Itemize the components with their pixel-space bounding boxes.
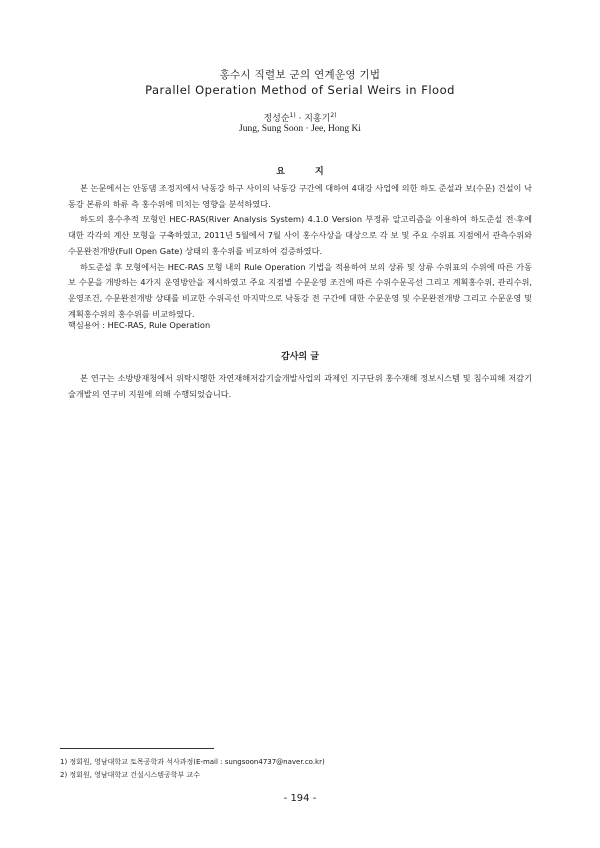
footnotes xyxy=(60,756,325,781)
author-1-name: 정성순 xyxy=(263,114,290,124)
acknowledgement-paragraph: 본 연구는 소방방재청에서 위탁시행한 자연재해저감기술개발사업의 과제인 지구단위 홍수재해 정보시스템 및 침수피해 저감기술개발의 연구비 지원에 의해 수행되었습니다. xyxy=(68,373,532,399)
author-1-footnote-mark: 1) xyxy=(289,112,296,119)
author-2-footnote-mark: 2) xyxy=(330,112,337,119)
footnote-2: 2) 정회원, 영남대학교 건설시스템공학부 교수 xyxy=(60,770,201,779)
abstract-body xyxy=(68,181,532,322)
page-number: - 194 - xyxy=(283,793,317,804)
author-2-name: 지홍기 xyxy=(304,114,331,124)
abstract-heading: 요지 xyxy=(276,167,354,177)
footnote-1: 1) 정회원, 영남대학교 토목공학과 석사과정(E-mail : sungsoon4737@naver.co.kr) xyxy=(60,758,325,766)
authors-korean xyxy=(0,111,600,124)
paper-title-english: Parallel Operation Method of Serial Weirs in Flood xyxy=(145,83,455,97)
abstract-paragraph: 본 논문에서는 안동댐 조정지에서 낙동강 하구 사이의 낙동강 구간에 대하여 4대강 사업에 의한 하도 준설과 보(수문) 건설이 낙동강 본류의 하류 측 홍수위에 미치는 영향을 분석하였다. xyxy=(68,183,532,209)
footnote-divider xyxy=(60,748,214,749)
abstract-paragraph: 하도의 홍수추적 모형인 HEC-RAS(River Analysis System) 4.1.0 Version 부정류 알고리즘을 이용하여 하도준설 전·후에 대한 각각의 계산 모형을 구축하였고, 2011년 5월에서 7월 사이 홍수사상을 대상으로 각 보 및 주요 수위표 지점에서 관측수위와 수문완전개방(Full Open Gate) 상태의 홍수위를 비교하여 검증하였다. xyxy=(68,214,532,256)
paper-title-korean: 홍수시 직렬보 군의 연계운영 기법 xyxy=(219,69,381,81)
acknowledgement-body xyxy=(68,371,532,402)
author-separator: · xyxy=(295,114,305,124)
acknowledgement-heading: 감사의 글 xyxy=(281,352,319,362)
authors-english: Jung, Sung Soon · Jee, Hong Ki xyxy=(239,124,361,134)
keywords: 핵심용어 : HEC-RAS, Rule Operation xyxy=(68,320,211,330)
abstract-paragraph: 하도준설 후 모형에서는 HEC-RAS 모형 내의 Rule Operation 기법을 적용하여 보의 상류 및 상류 수위표의 수위에 따른 가동보 수문을 개방하는 4가지 운영방안을 제시하였고 주요 지점별 수문운영 조건에 따른 수위수문곡선 그리고 계획홍수위, 관리수위, 운영조건, 수문완전개방 상태를 비교한 수위곡선 마지막으로 낙동강 전 구간에 대한 수문운영 및 수문완전개방 그리고 수문운영 및 계획홍수위의 홍수위를 비교하였다. xyxy=(68,261,532,319)
